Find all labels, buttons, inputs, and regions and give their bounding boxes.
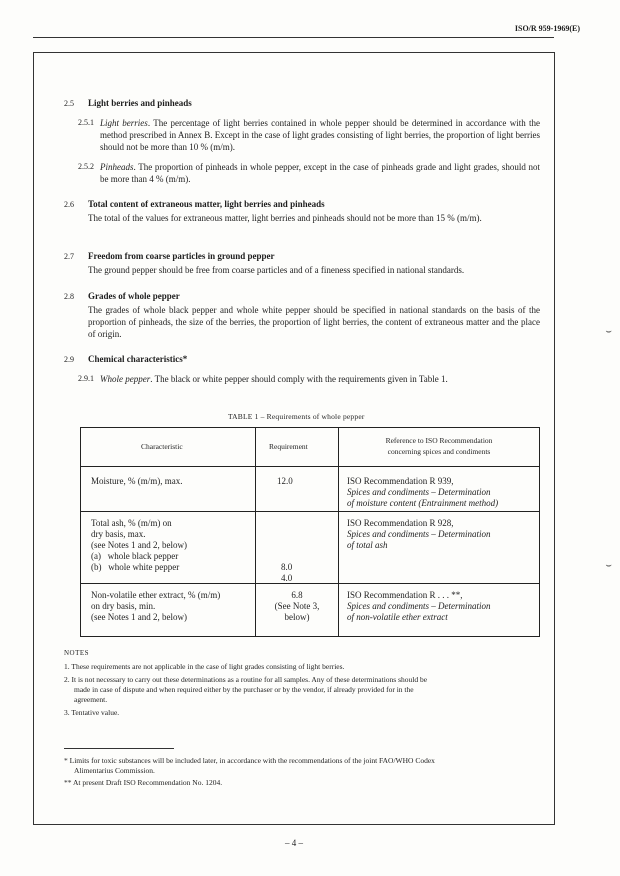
table-caption: TABLE 1 – Requirements of whole pepper — [228, 412, 365, 421]
requirement-line: 6.8 — [291, 590, 303, 600]
top-rule — [33, 37, 554, 38]
reference-line: ISO Recommendation R 939, — [347, 476, 454, 486]
section-title: Chemical characteristics* — [88, 354, 188, 364]
subsection-number: 2.9.1 — [78, 374, 94, 383]
note-3: 3. Tentative value. — [64, 708, 120, 717]
margin-mark-icon: ⌣ — [605, 560, 612, 571]
characteristic-line: Non-volatile ether extract, % (m/m) — [91, 590, 221, 600]
subsection-label: Light berries — [100, 118, 148, 128]
row-ether-requirement — [256, 590, 338, 623]
characteristic-line: dry basis, max. — [91, 529, 146, 539]
note-2 — [64, 675, 544, 705]
page-number: – 4 – — [285, 838, 303, 848]
table-column-divider — [338, 428, 339, 636]
characteristic-line: (b) whole white pepper — [91, 562, 180, 572]
row-ether-reference — [347, 590, 490, 623]
characteristic-line: (a) whole black pepper — [91, 551, 179, 561]
section-title: Light berries and pinheads — [88, 98, 192, 108]
subsection-number: 2.5.2 — [78, 162, 94, 171]
section-number: 2.8 — [64, 292, 74, 301]
subsection-number: 2.5.1 — [78, 118, 94, 127]
reference-line: Spices and condiments – Determination — [347, 487, 491, 497]
section-title: Grades of whole pepper — [88, 291, 180, 301]
section-title: Total content of extraneous matter, light berries and pinheads — [88, 199, 325, 209]
section-number: 2.6 — [64, 200, 74, 209]
document-reference: ISO/R 959-1969(E) — [514, 24, 580, 33]
section-number: 2.9 — [64, 355, 74, 364]
section-2-7 — [64, 251, 275, 261]
reference-line: ISO Recommendation R . . . **, — [347, 590, 463, 600]
reference-line: Spices and condiments – Determination — [347, 529, 491, 539]
footnote-line: * Limits for toxic substances will be included later, in accordance with the recommendations of the joint FAO/WHO Codex — [64, 756, 435, 765]
footnote-rule — [64, 748, 174, 749]
characteristic-line: (see Notes 1 and 2, below) — [91, 540, 187, 550]
note-1: 1. These requirements are not applicable in the case of light grades consisting of light berries. — [64, 662, 345, 671]
header-reference-line: concerning spices and condiments — [387, 447, 491, 456]
table-row-divider — [81, 511, 539, 512]
subsection-label: Pinheads — [100, 162, 134, 172]
note-line: 2. It is not necessary to carry out these determinations as a routine for all samples. Any of these determinations should be — [64, 675, 428, 684]
section-2-8-text: The grades of whole black pepper and whole white pepper should be specified in national standards on the basis of the proportion of pinheads, the size of the berries, the proportion of light berries, the content of extraneous matter and the place of origin. — [88, 305, 540, 339]
section-2-9 — [64, 354, 188, 364]
table-row-divider — [81, 583, 539, 584]
requirement-line: below) — [284, 612, 310, 622]
table-row-divider — [81, 466, 539, 467]
section-number: 2.5 — [64, 99, 74, 108]
subsection-label: Whole pepper — [100, 374, 151, 384]
section-2-6-text: The total of the values for extraneous matter, light berries and pinheads should not be more than 15 % (m/m). — [88, 213, 482, 223]
section-2-7-text: The ground pepper should be free from coarse particles and of a fineness specified in national standards. — [88, 265, 465, 275]
section-number: 2.7 — [64, 252, 74, 261]
header-reference — [339, 435, 539, 457]
row-ash-reference — [347, 518, 490, 551]
footnote-1 — [64, 756, 544, 776]
row-ash-requirement-black: 8.0 — [281, 562, 293, 572]
section-2-8 — [64, 291, 180, 301]
row-ash-characteristic — [91, 518, 187, 573]
subsection-text: . The percentage of light berries contained in whole pepper should be determined in accordance with the method prescribed in Annex B. Except in the case of light grades consisting of light berries, the proportion of light berries should not be more than 10 % (m/m). — [100, 118, 540, 152]
requirement-line: (See Note 3, — [274, 601, 320, 611]
reference-line: ISO Recommendation R 928, — [347, 518, 454, 528]
requirements-table — [80, 427, 540, 637]
section-2-6 — [64, 199, 325, 209]
note-line: made in case of dispute and when required either by the purchaser or by the vendor, if already provided for in the — [74, 685, 414, 694]
reference-line: of moisture content (Entrainment method) — [347, 498, 499, 508]
notes-title: NOTES — [64, 649, 90, 657]
row-ash-requirement-white: 4.0 — [281, 573, 293, 583]
note-line: agreement. — [74, 695, 108, 704]
footnotes-block — [64, 756, 544, 788]
row-moisture-reference — [347, 476, 498, 509]
reference-line: of non-volatile ether extract — [347, 612, 448, 622]
reference-line: of total ash — [347, 540, 388, 550]
footnote-line: Alimentarius Commission. — [74, 766, 155, 775]
characteristic-line: on dry basis, min. — [91, 601, 156, 611]
footnote-2: ** At present Draft ISO Recommendation No. 1204. — [64, 778, 223, 787]
section-title: Freedom from coarse particles in ground pepper — [88, 251, 275, 261]
notes-block — [64, 648, 544, 718]
row-moisture-characteristic: Moisture, % (m/m), max. — [91, 476, 183, 486]
subsection-text: . The proportion of pinheads in whole pepper, except in the case of pinheads grade and light grades, should not be more than 4 % (m/m). — [100, 162, 540, 184]
subsection-text: . The black or white pepper should comply with the requirements given in Table 1. — [150, 374, 448, 384]
row-moisture-requirement: 12.0 — [277, 476, 293, 486]
header-characteristic: Characteristic — [141, 442, 183, 451]
header-reference-line: Reference to ISO Recommendation — [385, 436, 493, 445]
section-2-5 — [64, 98, 192, 108]
characteristic-line: Total ash, % (m/m) on — [91, 518, 172, 528]
margin-mark-icon: ⌣ — [605, 326, 612, 337]
row-ether-characteristic — [91, 590, 220, 623]
header-requirement: Requirement — [269, 442, 308, 451]
reference-line: Spices and condiments – Determination — [347, 601, 491, 611]
characteristic-line: (see Notes 1 and 2, below) — [91, 612, 187, 622]
